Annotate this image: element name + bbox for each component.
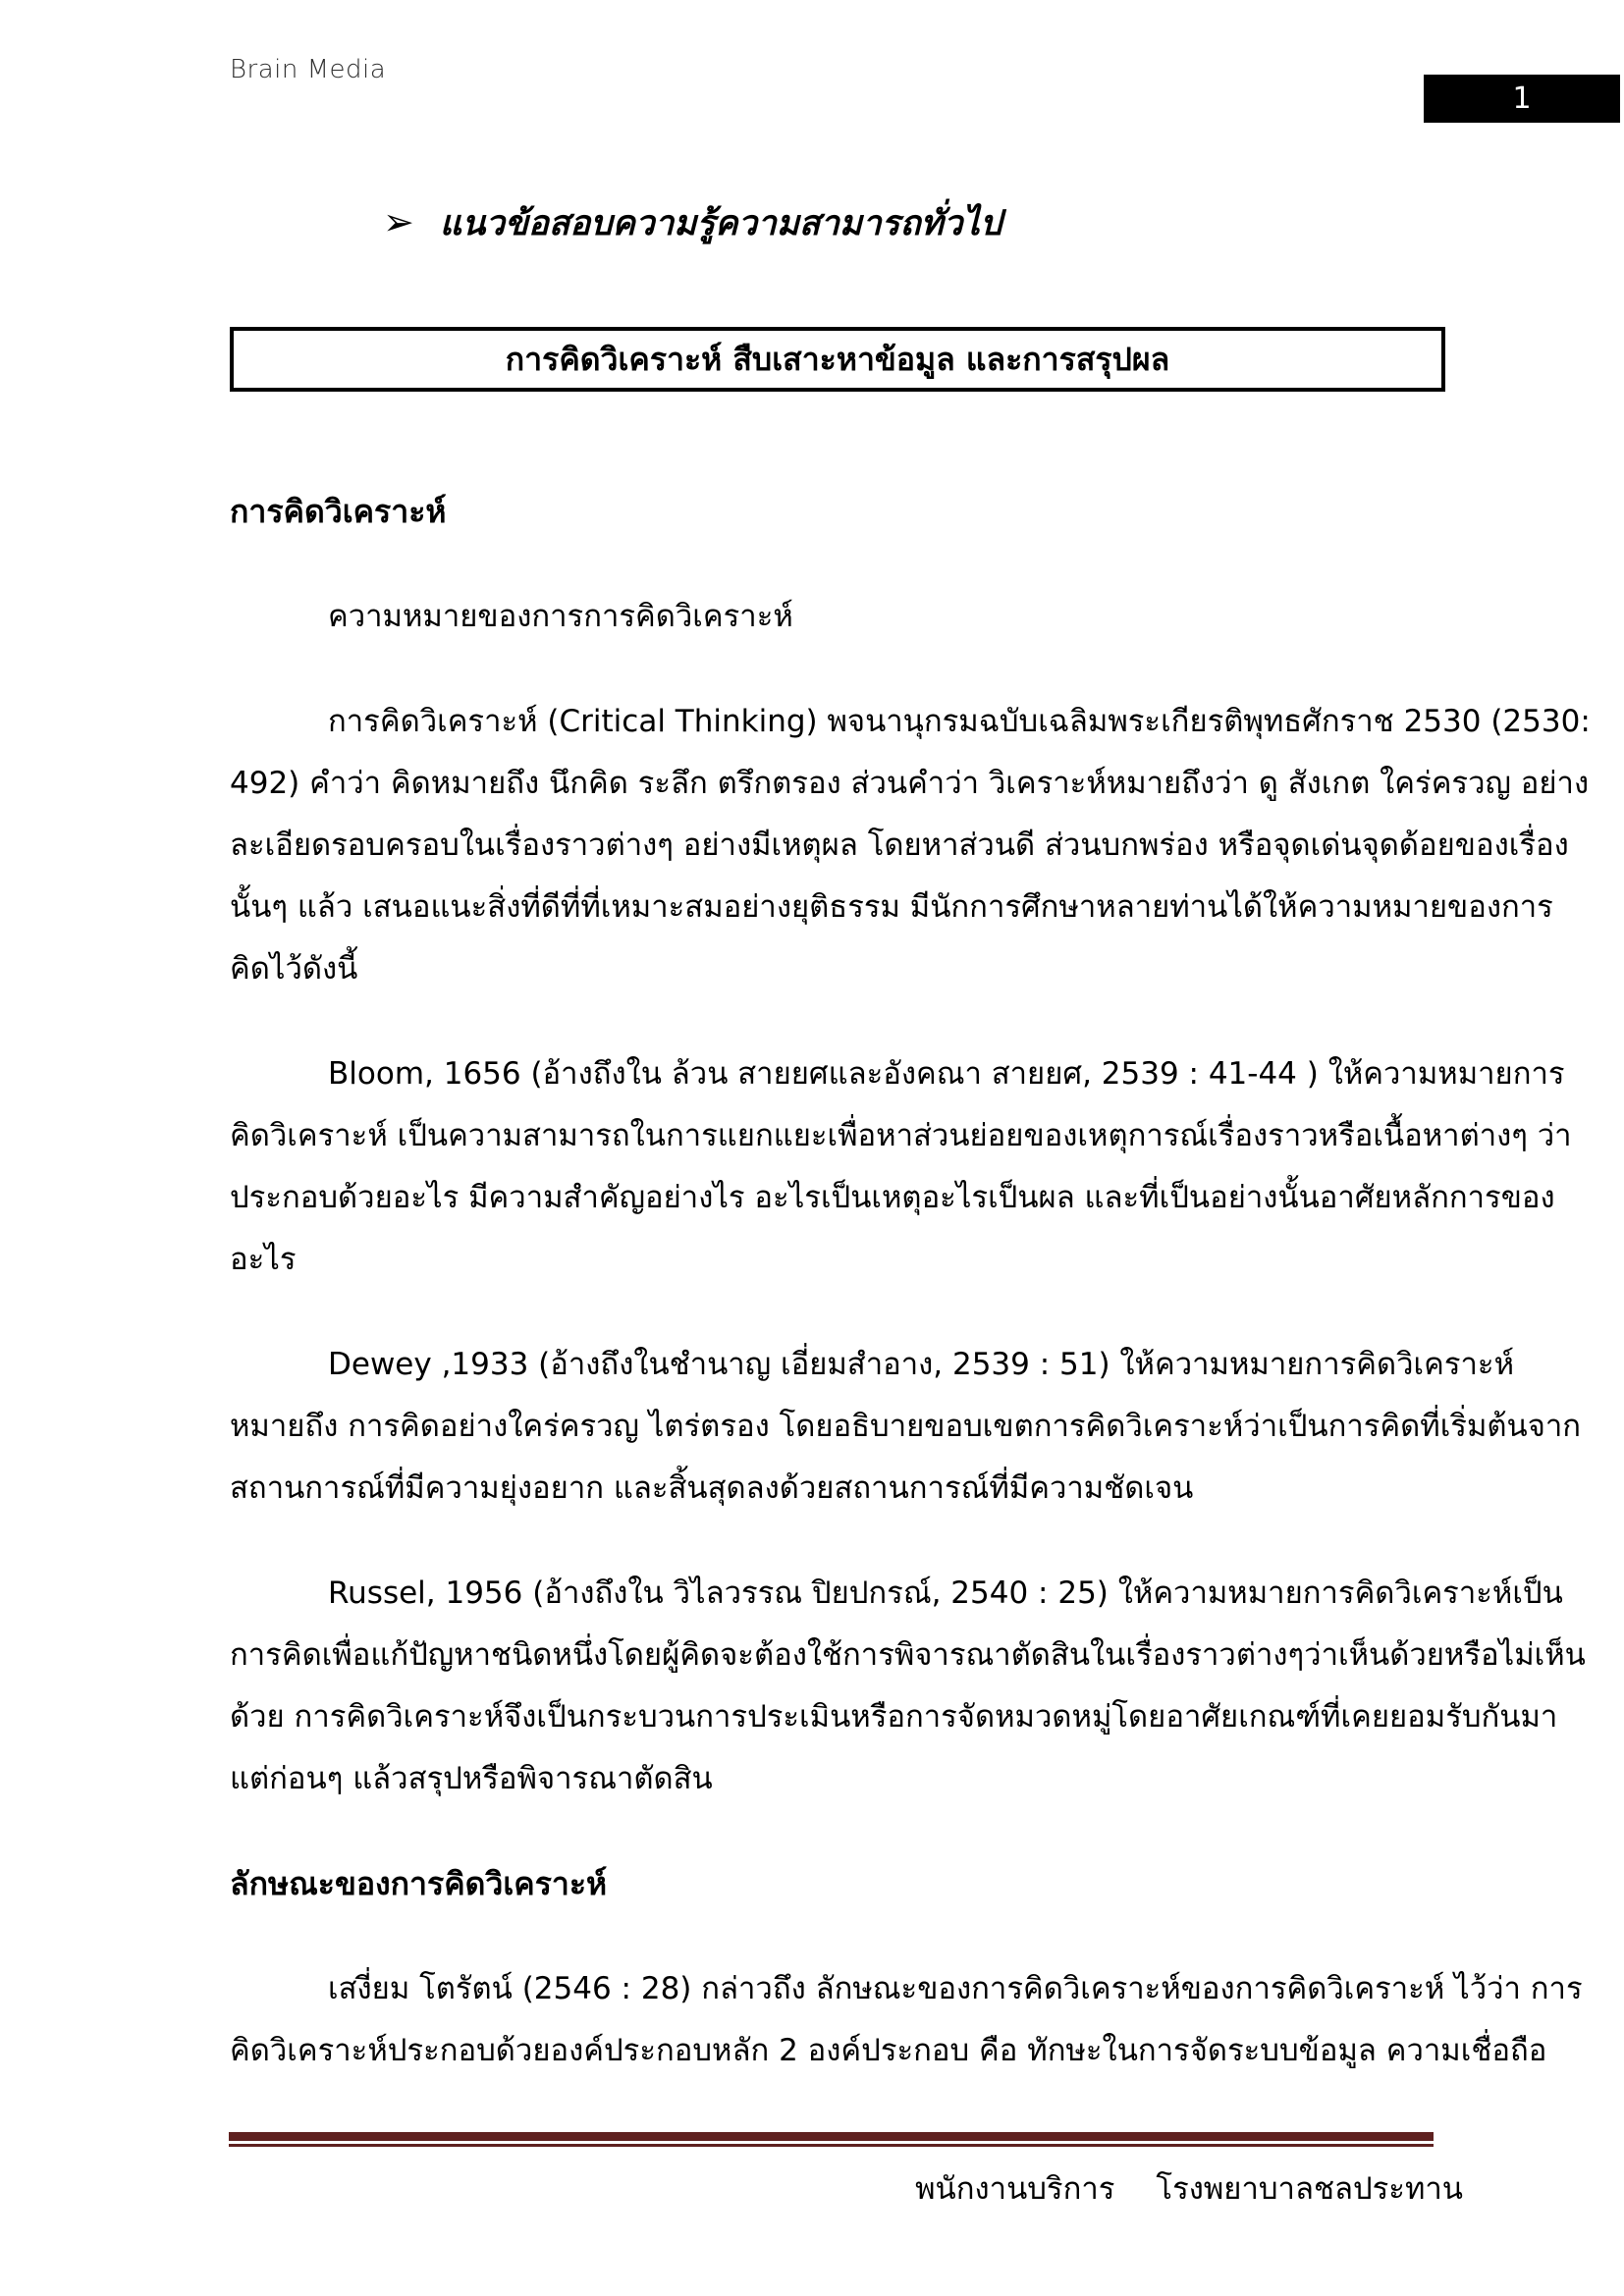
bullet-heading-text: แนวข้อสอบความรู้ความสามารถทั่วไป [439, 204, 1002, 243]
text-line: อะไร [230, 1242, 297, 1277]
page-number-box [1424, 75, 1620, 123]
paragraph [230, 586, 1452, 648]
text-line: ประกอบด้วยอะไร มีความสำคัญอย่างไร อะไรเป็นเหตุอะไรเป็นผล และที่เป็นอย่างนั้นอาศัยหลักการของ [230, 1180, 1555, 1215]
paragraph [230, 1958, 1583, 2082]
text-line: การคิดวิเคราะห์ [230, 493, 447, 530]
text-line: ละเอียดรอบครอบในเรื่องราวต่างๆ อย่างมีเหตุผล โดยหาส่วนดี ส่วนบกพร่อง หรือจุดเด่นจุดด้อยของเรื่อง [230, 828, 1569, 863]
section-heading [230, 1853, 1452, 1915]
paragraph [230, 1334, 1582, 1520]
text-line: 492) คำว่า คิดหมายถึง นึกคิด ระลึก ตรึกตรอง ส่วนคำว่า วิเคราะห์หมายถึงว่า ดู สังเกต ใคร่ครวญ อย่าง [230, 766, 1590, 801]
text-line: ด้วย การคิดวิเคราะห์จึงเป็นกระบวนการประเมินหรือการจัดหมวดหมู่โดยอาศัยเกณฑ์ที่เคยยอมรับกันมา [230, 1699, 1558, 1735]
footer-rule-thin [229, 2144, 1434, 2147]
text-line: นั้นๆ แล้ว เสนอแนะสิ่งที่ดีที่ที่เหมาะสมอย่างยุติธรรม มีนักการศึกษาหลายท่านได้ให้ความหมายของการ [230, 889, 1553, 925]
text-line: Dewey ,1933 (อ้างถึงในชำนาญ เอี่ยมสำอาง, 2539 : 51) ให้ความหมายการคิดวิเคราะห์ [328, 1347, 1515, 1382]
title-box-text: การคิดวิเคราะห์ สืบเสาะหาข้อมูล และการสรุปผล [505, 340, 1170, 378]
text-line: ความหมายของการการคิดวิเคราะห์ [328, 599, 793, 634]
body-content [230, 481, 1591, 2125]
text-line: Bloom, 1656 (อ้างถึงใน ล้วน สายยศและอังคณา สายยศ, 2539 : 41-44 ) ให้ความหมายการ [328, 1056, 1565, 1092]
paragraph [230, 1563, 1586, 1810]
footer [230, 2164, 1463, 2214]
footer-right-text: โรงพยาบาลชลประทาน [1156, 2171, 1463, 2207]
text-line: คิดวิเคราะห์ เป็นความสามารถในการแยกแยะเพื่อหาส่วนย่อยของเหตุการณ์เรื่องราวหรือเนื้อหาต่างๆ ว่า [230, 1118, 1572, 1153]
text-line: หมายถึง การคิดอย่างใคร่ครวญ ไตร่ตรอง โดยอธิบายขอบเขตการคิดวิเคราะห์ว่าเป็นการคิดที่เริ่มต้นจาก [230, 1409, 1582, 1444]
brand-text: Brain Media [230, 55, 387, 84]
text-line: คิดวิเคราะห์ประกอบด้วยองค์ประกอบหลัก 2 องค์ประกอบ คือ ทักษะในการจัดระบบข้อมูล ความเชื่อถือ [230, 2033, 1547, 2068]
text-line: Russel, 1956 (อ้างถึงใน วิไลวรรณ ปิยปกรณ์, 2540 : 25) ให้ความหมายการคิดวิเคราะห์เป็น [328, 1575, 1563, 1611]
text-line: การคิดเพื่อแก้ปัญหาชนิดหนึ่งโดยผู้คิดจะต้องใช้การพิจารณาตัดสินในเรื่องราวต่างๆว่าเห็นด้วยหรือไม่เห็น [230, 1637, 1586, 1673]
section-heading [230, 481, 1452, 543]
text-line: แต่ก่อนๆ แล้วสรุปหรือพิจารณาตัดสิน [230, 1761, 713, 1796]
bullet-heading [383, 196, 1001, 250]
footer-left-text: พนักงานบริการ [915, 2171, 1115, 2207]
paragraph [230, 1043, 1572, 1291]
title-box [230, 327, 1445, 392]
arrowhead-bullet-icon: ➢ [383, 199, 414, 243]
text-line: เสงี่ยม โตรัตน์ (2546 : 28) กล่าวถึง ลักษณะของการคิดวิเคราะห์ของการคิดวิเคราะห์ ไว้ว่า การ [328, 1971, 1583, 2006]
page-number: 1 [1512, 81, 1532, 116]
paragraph [230, 691, 1591, 1000]
text-line: การคิดวิเคราะห์ (Critical Thinking) พจนานุกรมฉบับเฉลิมพระเกียรติพุทธศักราช 2530 (2530: [328, 704, 1591, 739]
footer-rule-thick [229, 2132, 1434, 2141]
text-line: สถานการณ์ที่มีความยุ่งอยาก และสิ้นสุดลงด้วยสถานการณ์ที่มีความชัดเจน [230, 1470, 1194, 1506]
text-line: คิดไว้ดังนี้ [230, 951, 358, 987]
text-line: ลักษณะของการคิดวิเคราะห์ [230, 1865, 608, 1902]
